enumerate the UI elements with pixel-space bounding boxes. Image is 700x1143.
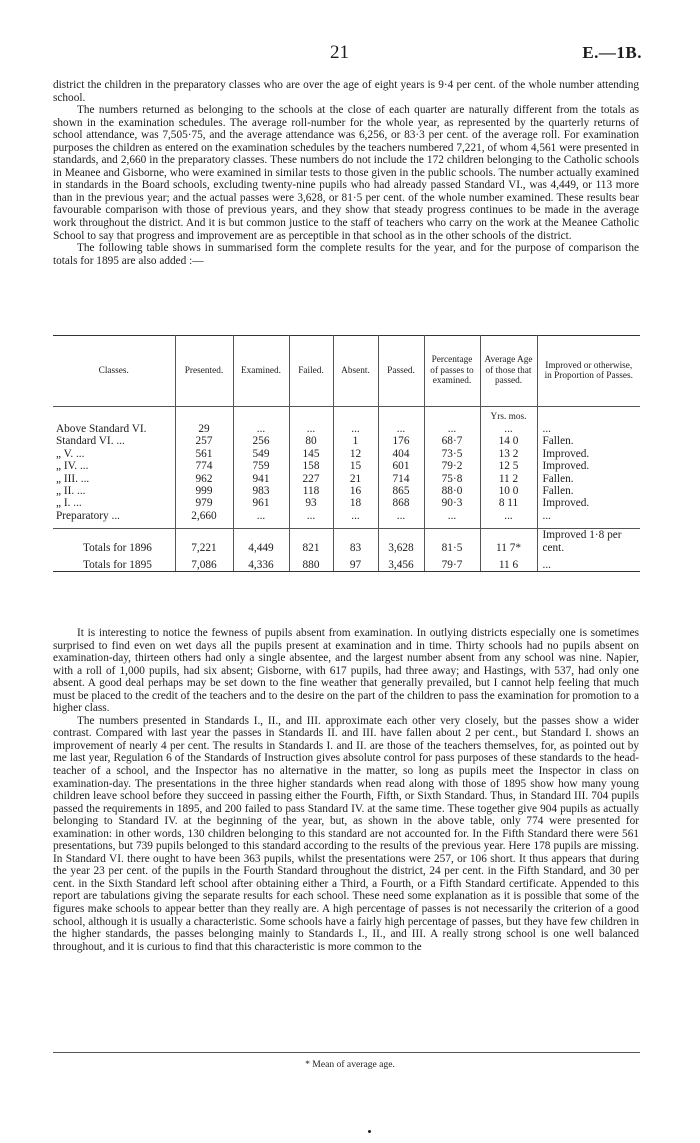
cell-failed: 880 — [289, 554, 333, 572]
cell-absent: ... — [333, 510, 378, 522]
cell-percentage: 81·5 — [424, 529, 480, 554]
cell-improved: Fallen. — [537, 485, 640, 497]
cell-failed: 80 — [289, 435, 333, 447]
cell-examined: 983 — [233, 485, 289, 497]
cell-percentage: 68·7 — [424, 435, 480, 447]
paragraph: It is interesting to notice the fewness of pupils absent from examination. In outlying districts especially one is sometimes surprised to find even on wet days all the pupils present at examination and in time. Thirty schools had no pupils absent on examination-day, thirteen others had only a single absentee, and the largest number absent from any school was nine. Napier, with a roll of 1,000 pupils, had six absent; Gisborne, with 617 pupils, had three away; and Hastings, with 537, had only one absent. A good deal perhaps may be set down to the fine weather that generally prevailed, but I cannot help feeling that much must be placed to the credit of the teachers and to the desire on the part of the children to pass the examination for promotion to a higher class. — [53, 627, 639, 715]
cell-failed: 227 — [289, 473, 333, 485]
page-number: 21 — [330, 42, 349, 63]
cell-examined: 256 — [233, 435, 289, 447]
units-row — [53, 407, 640, 424]
cell-presented: 2,660 — [175, 510, 233, 522]
cell-presented: 774 — [175, 460, 233, 472]
page-mark — [368, 1130, 371, 1133]
intro-text — [53, 79, 639, 267]
cell-improved: Improved. — [537, 448, 640, 460]
cell-passed: 3,628 — [378, 529, 424, 554]
cell-avg-age: 8 11 — [480, 497, 537, 509]
paragraph: district the children in the preparatory classes who are over the age of eight years is 9·4 per cent. of the whole number attending school. — [53, 79, 639, 104]
cell-improved: Fallen. — [537, 473, 640, 485]
units-average-age: Yrs. mos. — [480, 407, 537, 424]
cell-cls: Preparatory ... — [56, 509, 120, 522]
cell-failed: 93 — [289, 497, 333, 509]
cell-avg-age: 11 7* — [480, 529, 537, 554]
cell-failed: 118 — [289, 485, 333, 497]
cell-failed: 145 — [289, 448, 333, 460]
page-header — [0, 42, 700, 66]
cell-absent: 1 — [333, 435, 378, 447]
cell-examined: ... — [233, 510, 289, 522]
document-code: E.—1B. — [582, 43, 642, 62]
cell-percentage: 79·2 — [424, 460, 480, 472]
cell-passed: 3,456 — [378, 554, 424, 572]
cell-percentage: ... — [424, 510, 480, 522]
cell-percentage: 75·8 — [424, 473, 480, 485]
cell-avg-age: ... — [480, 423, 537, 435]
cell-cls: „ II. ... — [56, 485, 86, 498]
cell-failed: 821 — [289, 529, 333, 554]
cell-passed: ... — [378, 423, 424, 435]
table-row — [53, 510, 640, 522]
cell-absent: 16 — [333, 485, 378, 497]
cell-presented: 561 — [175, 448, 233, 460]
paragraph: The following table shows in summarised form the complete results for the year, and for the purpose of comparison the totals for 1895 are also added :— — [53, 242, 639, 267]
cell-passed: 601 — [378, 460, 424, 472]
cell-cls: Standard VI. ... — [56, 435, 125, 448]
paragraph: The numbers returned as belonging to the schools at the close of each quarter are naturally different from the totals as shown in the examination schedules. The average roll-number for the whole year, as represented by the quarterly returns of school attendance, was 7,505·75, and the average attendance was 6,256, or 83·3 per cent. of the average roll. For examination purposes the children as entered on the examination schedules by the teachers numbered 7,221, of whom 4,561 were presented in standards, and 2,660 in the preparatory classes. These numbers do not include the 172 children belonging to the Catholic schools in Meanee and Gisborne, who were examined in similar tests to those given in the public schools. The number actually examined in standards in the Board schools, excluding twenty-nine pupils who had already passed Standard VI., was 4,449, or 113 more than in the previous year; and the actual passes were 3,628, or 81·5 per cent. of the whole number examined. These results bear favourable comparison with those of previous years, and they show that steady progress continues to be made in the average work throughout the district. And it is but common justice to the staff of teachers who carry on the work at the Meanee Catholic School to say that progress and improvement are as perceptible in that school as in the other schools of the district. — [53, 104, 639, 242]
header-percentage: Percentage of passes to examined. — [424, 336, 480, 407]
cell-failed: ... — [289, 423, 333, 435]
cell-cls: Totals for 1895 — [53, 554, 175, 572]
cell-avg-age: 11 2 — [480, 473, 537, 485]
cell-passed: 176 — [378, 435, 424, 447]
cell-improved: Improved. — [537, 497, 640, 509]
cell-passed: ... — [378, 510, 424, 522]
cell-percentage: ... — [424, 423, 480, 435]
cell-absent: 21 — [333, 473, 378, 485]
table-header-row — [53, 336, 640, 407]
cell-cls: „ I. ... — [56, 497, 82, 510]
table-row — [53, 497, 640, 509]
cell-absent: 83 — [333, 529, 378, 554]
cell-improved: Improved 1·8 per cent. — [537, 529, 640, 554]
header-passed: Passed. — [378, 336, 424, 407]
header-examined: Examined. — [233, 336, 289, 407]
cell-avg-age: 12 5 — [480, 460, 537, 472]
cell-passed: 865 — [378, 485, 424, 497]
results-table — [53, 335, 640, 572]
header-classes: Classes. — [53, 336, 175, 407]
cell-presented: 7,086 — [175, 554, 233, 572]
table-row — [53, 435, 640, 447]
cell-percentage: 79·7 — [424, 554, 480, 572]
cell-passed: 404 — [378, 448, 424, 460]
cell-improved: ... — [537, 554, 640, 572]
cell-presented: 29 — [175, 423, 233, 435]
cell-improved: Fallen. — [537, 435, 640, 447]
table-row — [53, 448, 640, 460]
cell-examined: 549 — [233, 448, 289, 460]
cell-avg-age: 10 0 — [480, 485, 537, 497]
cell-cls: „ V. ... — [56, 447, 85, 460]
cell-absent: 18 — [333, 497, 378, 509]
cell-examined: 4,449 — [233, 529, 289, 554]
cell-presented: 257 — [175, 435, 233, 447]
cell-improved: Improved. — [537, 460, 640, 472]
cell-improved: ... — [537, 510, 640, 522]
footnote-divider — [53, 1052, 640, 1053]
cell-absent: 15 — [333, 460, 378, 472]
cell-passed: 868 — [378, 497, 424, 509]
cell-examined: 4,336 — [233, 554, 289, 572]
cell-percentage: 90·3 — [424, 497, 480, 509]
cell-failed: 158 — [289, 460, 333, 472]
cell-absent: 97 — [333, 554, 378, 572]
cell-cls: „ III. ... — [56, 472, 90, 485]
table-row — [53, 423, 640, 435]
cell-cls: Totals for 1896 — [53, 529, 175, 554]
table-row — [53, 554, 640, 572]
cell-improved: ... — [537, 423, 640, 435]
cell-examined: ... — [233, 423, 289, 435]
cell-absent: 12 — [333, 448, 378, 460]
cell-presented: 979 — [175, 497, 233, 509]
header-average-age: Average Age of those that passed. — [480, 336, 537, 407]
header-improved: Improved or otherwise, in Proportion of Passes. — [537, 336, 640, 407]
cell-avg-age: ... — [480, 510, 537, 522]
cell-examined: 961 — [233, 497, 289, 509]
cell-absent: ... — [333, 423, 378, 435]
cell-avg-age: 11 6 — [480, 554, 537, 572]
table-row — [53, 485, 640, 497]
cell-cls: Above Standard VI. — [56, 423, 147, 435]
header-failed: Failed. — [289, 336, 333, 407]
paragraph: The numbers presented in Standards I., II., and III. approximate each other very closely, but the passes show a wider contrast. Compared with last year the passes in Standards II. and III. have fallen about 2 per cent., but Standard I. shows an improvement of nearly 4 per cent. The results in Standards I. and II. are those of the teachers themselves, for, as pointed out by me last year, Regulation 6 of the Standards of Instruction gives absolute control for pass purposes of these standards to the head-teacher of a school, and the Inspector has no alternative in the matter, so long as pupils meet the Inspector in class on examination-day. The presentations in the three higher standards when read along with those of 1895 show how many young children leave school before they succeed in passing either the Fourth, Fifth, or Sixth Standard. Thus, in Standard III. 704 pupils passed the requirements in 1895, and 200 failed to pass Standard IV. at the same time. These together give 904 pupils as actually belonging to Standard IV. at the beginning of the year, but, as shown in the above table, only 774 were presented for examination: in other words, 130 children belonging to this standard are not accounted for. In the Fifth Standard there were 561 presentations, but 739 pupils belonged to this standard according to the results of the previous year. Here 178 pupils are missing. In Standard VI. there ought to have been 363 pupils, whilst the presentations were 257, or 106 short. It thus appears that during the year 23 per cent. of the pupils in the Fourth Standard throughout the district, 24 per cent. in the Fifth Standard, and 30 per cent. in the Sixth Standard left school after obtaining either a Third, a Fourth, or a Fifth Standard certificate. Appended to this report are tabulations giving the separate results for each school. These need some explanation as it is possible that some of the figures make schools to appear better than they really are. A high percentage of passes is not necessarily the criterion of a good school, although it is usually a characteristic. Some schools have a fairly high percentage of passes, but they have few children in the higher standards, the passes belonging mainly to Standards I., II., and III. A really strong school is one well balanced throughout, and it is curious to find that this characteristic is more common to the — [53, 714, 639, 953]
cell-presented: 962 — [175, 473, 233, 485]
cell-examined: 759 — [233, 460, 289, 472]
table-row — [53, 529, 640, 554]
footnote: * Mean of average age. — [305, 1059, 395, 1070]
cell-failed: ... — [289, 510, 333, 522]
table-row — [53, 460, 640, 472]
header-absent: Absent. — [333, 336, 378, 407]
cell-percentage: 73·5 — [424, 448, 480, 460]
cell-presented: 999 — [175, 485, 233, 497]
cell-percentage: 88·0 — [424, 485, 480, 497]
table-row — [53, 473, 640, 485]
cell-passed: 714 — [378, 473, 424, 485]
cell-presented: 7,221 — [175, 529, 233, 554]
cell-avg-age: 13 2 — [480, 448, 537, 460]
cell-examined: 941 — [233, 473, 289, 485]
cell-avg-age: 14 0 — [480, 435, 537, 447]
header-presented: Presented. — [175, 336, 233, 407]
table-body — [53, 407, 640, 572]
closing-text — [53, 627, 639, 953]
cell-cls: „ IV. ... — [56, 460, 89, 473]
